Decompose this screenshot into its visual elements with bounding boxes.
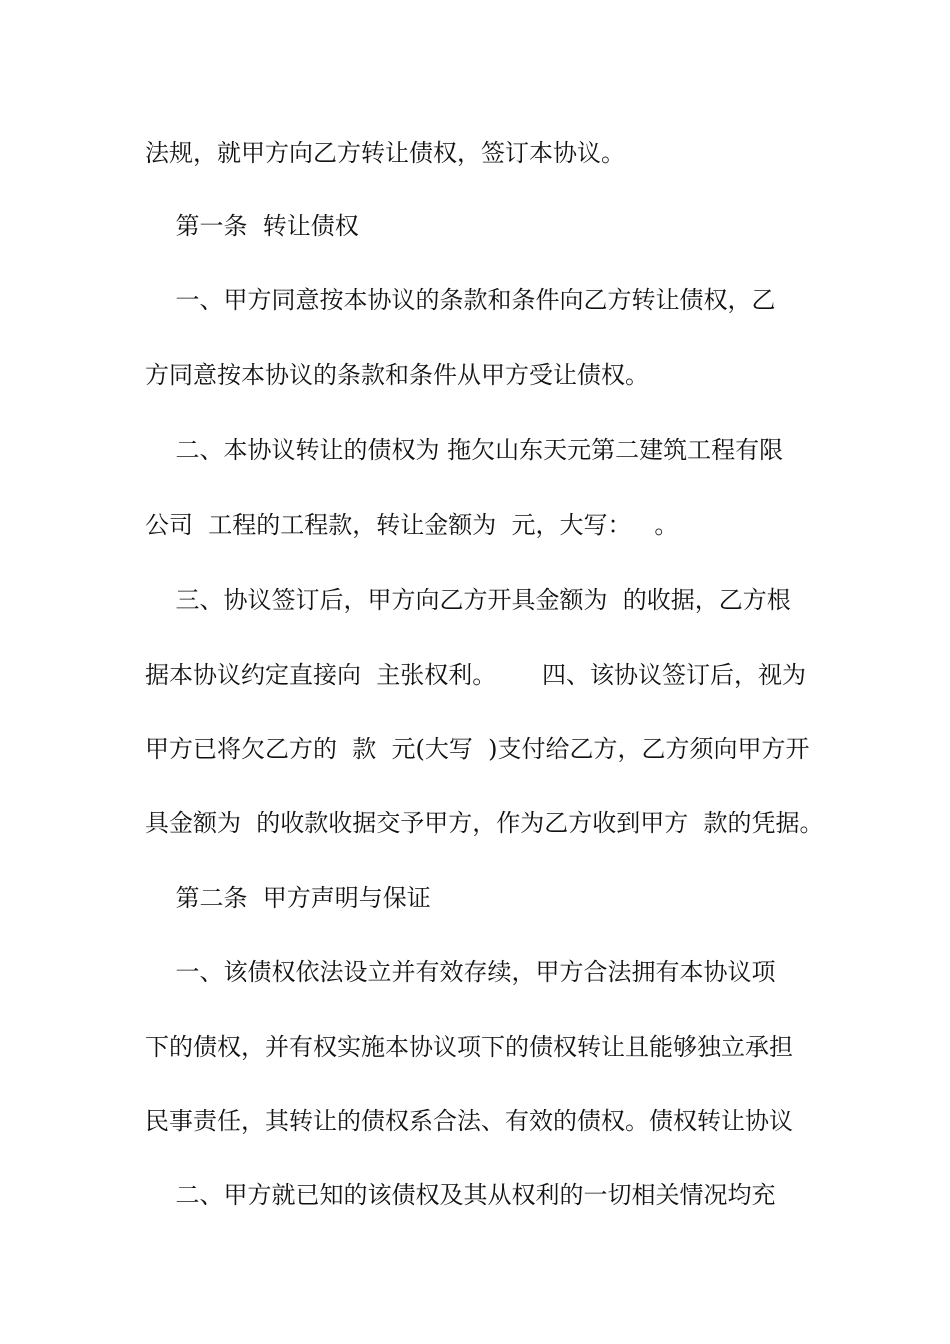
text-line: 二、本协议转让的债权为 拖欠山东天元第二建筑工程有限: [145, 436, 784, 464]
text-line: 民事责任，其转让的债权系合法、有效的债权。债权转让协议: [145, 1107, 793, 1135]
text-line: 一、该债权依法设立并有效存续，甲方合法拥有本协议项: [145, 958, 776, 986]
text-line: 具金额为 的收款收据交予甲方，作为乙方收到甲方 款的凭据。: [145, 809, 824, 837]
text-line: 二、甲方就已知的该债权及其从权利的一切相关情况均充: [145, 1181, 776, 1209]
text-line: 一、甲方同意按本协议的条款和条件向乙方转让债权，乙: [145, 286, 776, 314]
text-line: 公司 工程的工程款，转让金额为 元，大写： 。: [145, 511, 679, 539]
article-heading: 第二条 甲方声明与保证: [145, 884, 431, 912]
text-line: 据本协议约定直接向 主张权利。 四、该协议签订后，视为: [145, 661, 807, 689]
article-heading: 第一条 转让债权: [145, 212, 359, 240]
text-line: 法规，就甲方向乙方转让债权，签订本协议。: [145, 139, 625, 167]
text-line: 三、协议签订后，甲方向乙方开具金额为 的收据，乙方根: [145, 586, 791, 614]
text-line: 下的债权，并有权实施本协议项下的债权转让且能够独立承担: [145, 1033, 793, 1061]
text-line: 方同意按本协议的条款和条件从甲方受让债权。: [145, 361, 649, 389]
text-line: 甲方已将欠乙方的 款 元(大写 )支付给乙方，乙方须向甲方开: [145, 735, 810, 763]
